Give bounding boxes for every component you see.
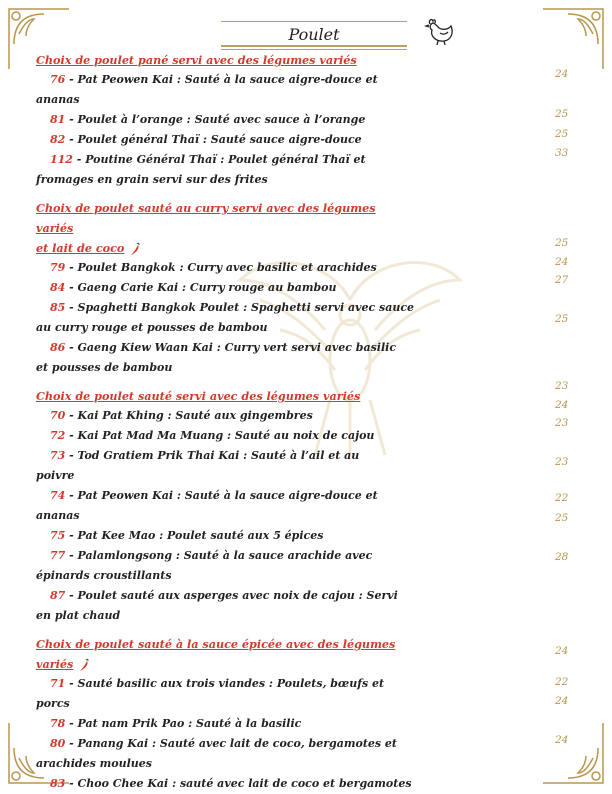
menu-item	[36, 446, 416, 466]
title-frame	[221, 25, 407, 47]
item-number: 71	[50, 677, 66, 690]
page-title: Poulet	[288, 25, 340, 44]
item-number: 79	[50, 261, 66, 274]
menu-item	[36, 298, 416, 318]
menu-item	[36, 674, 416, 694]
item-price: 27	[555, 274, 569, 286]
item-price: 23	[555, 417, 569, 429]
item-text: - Sauté basilic aux trois viandes : Poulets, bœufs et	[65, 677, 385, 690]
menu-item-continuation: et pousses de bambou	[36, 361, 173, 374]
menu-section	[36, 50, 416, 190]
menu-item	[36, 278, 416, 298]
item-number: 72	[50, 429, 66, 442]
item-number: 77	[50, 549, 66, 562]
item-price: 24	[555, 645, 569, 657]
item-number: 81	[50, 113, 66, 126]
item-text: - Pat nam Prik Pao : Sauté à la basilic	[65, 717, 302, 730]
section-title: Choix de poulet pané servi avec des légumes variés	[36, 53, 357, 67]
item-text: - Choo Chee Kai : sauté avec lait de coco et bergamotes	[65, 777, 412, 790]
menu-item-continuation: ananas	[36, 93, 80, 106]
item-text: - Gaeng Kiew Waan Kai : Curry vert servi avec basilic	[65, 341, 397, 354]
menu-item	[36, 734, 416, 754]
menu-item	[36, 338, 416, 358]
menu-item-continuation: ananas	[36, 509, 80, 522]
item-price: 25	[555, 237, 569, 249]
item-text: - Kai Pat Mad Ma Muang : Sauté au noix de cajou	[65, 429, 375, 442]
menu-item	[36, 774, 416, 794]
item-number: 78	[50, 717, 66, 730]
item-text: - Pat Kee Mao : Poulet sauté aux 5 épices	[65, 529, 324, 542]
section-title-continuation: variés	[36, 654, 416, 674]
menu-item	[36, 714, 416, 734]
menu-item	[36, 110, 416, 130]
menu-item	[36, 406, 416, 426]
item-price: 28	[555, 551, 569, 563]
section-title: Choix de poulet sauté au curry servi avec des légumes variés	[36, 201, 376, 235]
item-text: - Spaghetti Bangkok Poulet : Spaghetti servi avec sauce	[65, 301, 415, 314]
item-price: 25	[555, 128, 569, 140]
item-price: 23	[555, 380, 569, 392]
section-title: Choix de poulet sauté à la sauce épicée avec des légumes	[36, 637, 396, 651]
chili-pepper-icon	[128, 242, 142, 256]
item-price: 25	[555, 108, 569, 120]
menu-item	[36, 130, 416, 150]
item-text: - Pat Peowen Kai : Sauté à la sauce aigre-douce et	[65, 489, 378, 502]
menu-item-continuation: poivre	[36, 469, 75, 482]
menu-item-continuation: en plat chaud	[36, 609, 121, 622]
item-price: 33	[555, 147, 569, 159]
menu-item-continuation: fromages en grain servi sur des frites	[36, 173, 268, 186]
item-price: 24	[555, 734, 569, 746]
menu-item	[36, 258, 416, 278]
item-number: 84	[50, 281, 66, 294]
menu-item	[36, 546, 416, 566]
item-price: 25	[555, 512, 569, 524]
item-number: 112	[50, 153, 73, 166]
item-text: - Kai Pat Khing : Sauté aux gingembres	[65, 409, 313, 422]
item-number: 73	[50, 449, 66, 462]
item-text: - Poulet général Thaï : Sauté sauce aigre-douce	[65, 133, 362, 146]
item-price: 23	[555, 456, 569, 468]
menu-section	[36, 198, 416, 378]
item-number: 74	[50, 489, 66, 502]
item-price: 24	[555, 256, 569, 268]
menu-item-continuation: arachides moulues	[36, 757, 152, 770]
item-number: 80	[50, 737, 66, 750]
section-title: Choix de poulet sauté servi avec des légumes variés	[36, 389, 361, 403]
item-number: 87	[50, 589, 66, 602]
menu-content	[36, 50, 416, 794]
item-price: 24	[555, 695, 569, 707]
hen-icon	[424, 16, 456, 46]
menu-item-continuation: épinards croustillants	[36, 569, 172, 582]
section-title-continuation: et lait de coco	[36, 238, 416, 258]
chili-pepper-icon	[77, 658, 91, 672]
menu-section	[36, 386, 416, 626]
item-text: - Poulet Bangkok : Curry avec basilic et arachides	[65, 261, 377, 274]
item-number: 70	[50, 409, 66, 422]
item-price: 22	[555, 676, 569, 688]
item-text: - Pat Peowen Kai : Sauté à la sauce aigre-douce et	[65, 73, 378, 86]
item-number: 83	[50, 777, 66, 790]
item-price: 24	[555, 68, 569, 80]
item-price: 24	[555, 399, 569, 411]
item-text: - Tod Gratiem Prik Thai Kai : Sauté à l’ail et au	[65, 449, 360, 462]
item-price: 22	[555, 492, 569, 504]
menu-item	[36, 586, 416, 606]
item-number: 86	[50, 341, 66, 354]
menu-item	[36, 70, 416, 90]
item-number: 85	[50, 301, 66, 314]
item-number: 82	[50, 133, 66, 146]
menu-item-continuation: au curry rouge et pousses de bambou	[36, 321, 268, 334]
item-text: - Poulet sauté aux asperges avec noix de cajou : Servi	[65, 589, 398, 602]
item-text: - Palamlongsong : Sauté à la sauce arachide avec	[65, 549, 373, 562]
item-text: - Poulet à l’orange : Sauté avec sauce à l’orange	[65, 113, 366, 126]
item-number: 75	[50, 529, 66, 542]
menu-item	[36, 426, 416, 446]
menu-section	[36, 634, 416, 794]
item-text: - Poutine Général Thaï : Poulet général Thaï et	[72, 153, 366, 166]
menu-item	[36, 526, 416, 546]
corner-ornament-icon	[538, 718, 608, 788]
item-text: - Panang Kai : Sauté avec lait de coco, bergamotes et	[65, 737, 397, 750]
item-text: - Gaeng Carie Kai : Curry rouge au bambou	[65, 281, 337, 294]
item-number: 76	[50, 73, 66, 86]
menu-item	[36, 486, 416, 506]
menu-item-continuation: porcs	[36, 697, 70, 710]
corner-ornament-icon	[538, 4, 608, 74]
menu-item	[36, 150, 416, 170]
item-price: 25	[555, 313, 569, 325]
